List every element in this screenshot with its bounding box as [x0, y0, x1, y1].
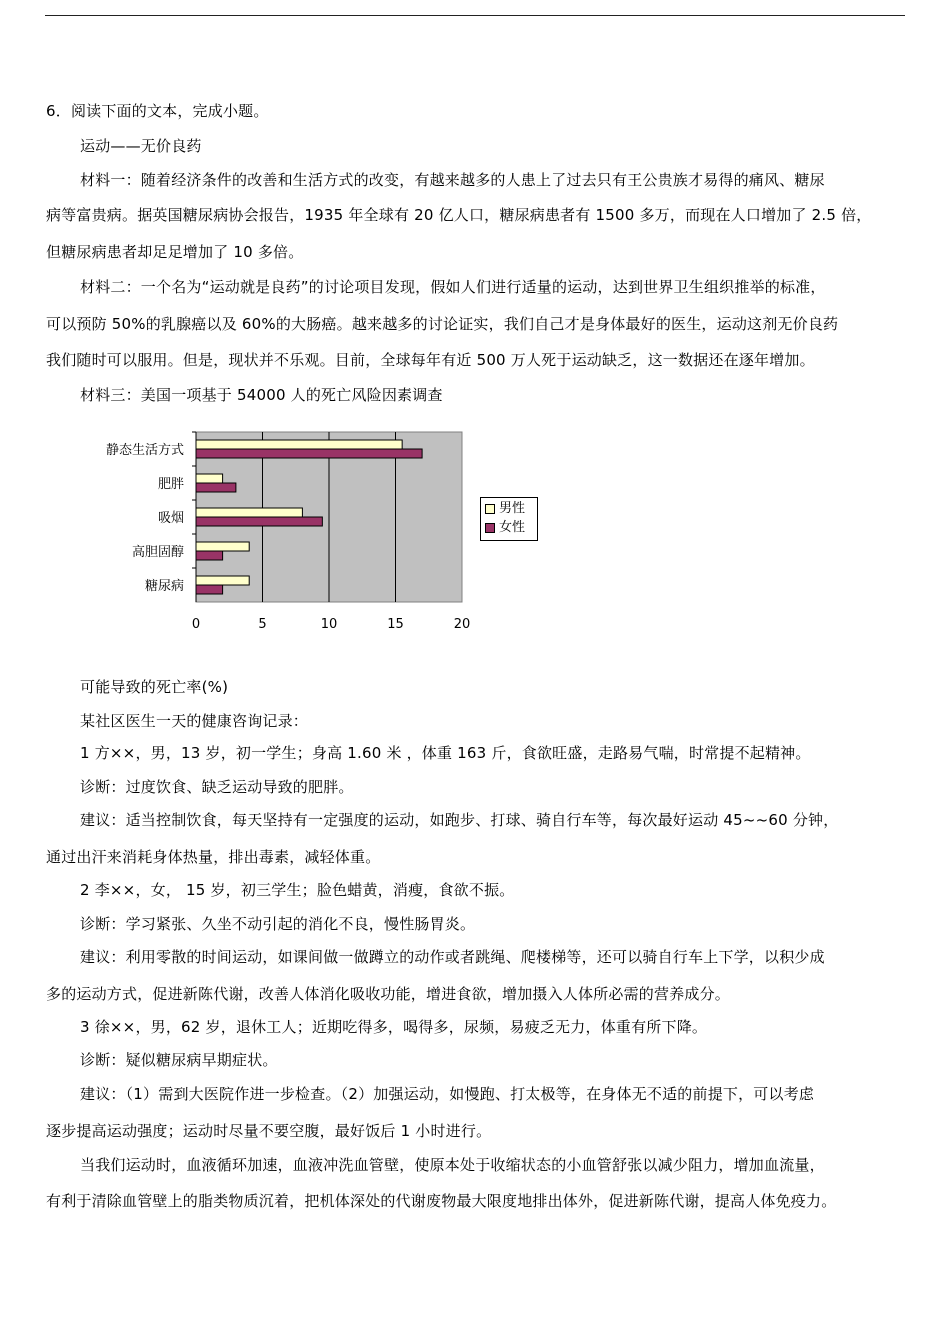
case3-advice-line-1: 建议：（1）需到大医院作进一步检查。（2）加强运动，如慢跑、打太极等，在身体无不适的前提下，可以考虑: [80, 1085, 815, 1103]
material1-line-3: 但糖尿病患者却足足增加了 10 多倍。: [46, 243, 304, 261]
legend-label-male: 男性: [499, 501, 526, 516]
x-tick-label: 5: [258, 617, 267, 632]
material2-line-2: 可以预防 50%的乳腺癌以及 60%的大肠癌。越来越多的讨论证实，我们自己才是身体最好的医生，运动这剂无价良药: [46, 315, 839, 333]
article-title: 运动——无价良药: [80, 137, 202, 155]
case2-advice-line-2: 多的运动方式，促进新陈代谢，改善人体消化吸收功能，增进食欲，增加摄入人体所必需的营养成分。: [46, 985, 731, 1003]
bar-female: [196, 585, 223, 594]
record-title: 某社区医生一天的健康咨询记录：: [80, 712, 309, 730]
legend-swatch-female: [485, 523, 495, 533]
category-label: 肥胖: [157, 477, 184, 492]
x-tick-label: 0: [191, 617, 201, 632]
case1-info: 1 方××，男，13 岁，初一学生；身高 1.60 米 ，体重 163 斤，食欲旺盛，走路易气喘，时常提不起精神。: [80, 744, 811, 762]
bar-male: [196, 508, 302, 517]
legend-item-male: [485, 501, 525, 517]
bar-male: [196, 440, 402, 449]
material2-line-3: 我们随时可以服用。但是，现状并不乐观。目前，全球每年有近 500 万人死于运动缺乏，这一数据还在逐年增加。: [46, 351, 815, 369]
chart-caption: 可能导致的死亡率(%): [80, 678, 229, 696]
case2-info: 2 李××，女， 15 岁，初三学生；脸色蜡黄，消瘦，食欲不振。: [80, 881, 515, 899]
closing-line-2: 有利于清除血管壁上的脂类物质沉着，把机体深处的代谢废物最大限度地排出体外，促进新陈代谢，提高人体免疫力。: [46, 1192, 837, 1210]
top-rule: [45, 15, 905, 16]
material1-line-1: 材料一：随着经济条件的改善和生活方式的改变，有越来越多的人患上了过去只有王公贵族才易得的痛风、糖尿: [80, 171, 825, 189]
x-tick-label: 20: [453, 617, 471, 632]
case3-diagnosis: 诊断：疑似糖尿病早期症状。: [80, 1051, 278, 1069]
case1-advice-line-1: 建议：适当控制饮食，每天坚持有一定强度的运动，如跑步、打球、骑自行车等，每次最好运动 45~~60 分钟，: [80, 811, 839, 829]
case1-advice-line-2: 通过出汗来消耗身体热量，排出毒素，减轻体重。: [46, 848, 381, 866]
bar-female: [196, 551, 223, 560]
material1-line-2: 病等富贵病。据英国糖尿病协会报告，1935 年全球有 20 亿人口，糖尿病患者有 1500 多万，而现在人口增加了 2.5 倍，: [46, 206, 872, 224]
bar-male: [196, 576, 249, 585]
category-label: 高胆固醇: [131, 545, 184, 560]
case3-info: 3 徐××，男，62 岁，退休工人；近期吃得多，喝得多，尿频，易疲乏无力，体重有所下降。: [80, 1018, 708, 1036]
case2-diagnosis: 诊断：学习紧张、久坐不动引起的消化不良，慢性肠胃炎。: [80, 915, 476, 933]
material3-title: 材料三：美国一项基于 54000 人的死亡风险因素调查: [80, 386, 443, 404]
x-tick-label: 15: [387, 617, 404, 632]
legend-swatch-male: [485, 504, 495, 514]
bar-female: [196, 449, 422, 458]
legend-label-female: 女性: [499, 520, 526, 535]
bar-male: [196, 474, 223, 483]
case1-diagnosis: 诊断：过度饮食、缺乏运动导致的肥胖。: [80, 778, 354, 796]
case2-advice-line-1: 建议：利用零散的时间运动，如课间做一做蹲立的动作或者跳绳、爬楼梯等，还可以骑自行车上下学，以积少成: [80, 948, 825, 966]
x-tick-label: 10: [320, 617, 338, 632]
question-header: 6．阅读下面的文本，完成小题。: [46, 102, 269, 120]
closing-line-1: 当我们运动时，血液循环加速，血液冲洗血管壁，使原本处于收缩状态的小血管舒张以减少阻力，增加血流量，: [80, 1156, 825, 1174]
category-label: 糖尿病: [144, 579, 184, 594]
bar-male: [196, 542, 249, 551]
category-label: 静态生活方式: [105, 443, 184, 458]
bar-female: [196, 483, 236, 492]
legend-item-female: [485, 520, 525, 536]
case3-advice-line-2: 逐步提高运动强度；运动时尽量不要空腹，最好饭后 1 小时进行。: [46, 1122, 492, 1140]
category-label: 吸烟: [157, 511, 184, 526]
material2-line-1: 材料二：一个名为“运动就是良药”的讨论项目发现，假如人们进行适量的运动，达到世界卫生组织推举的标准，: [80, 278, 826, 296]
bar-female: [196, 517, 322, 526]
chart-legend: [480, 497, 538, 541]
